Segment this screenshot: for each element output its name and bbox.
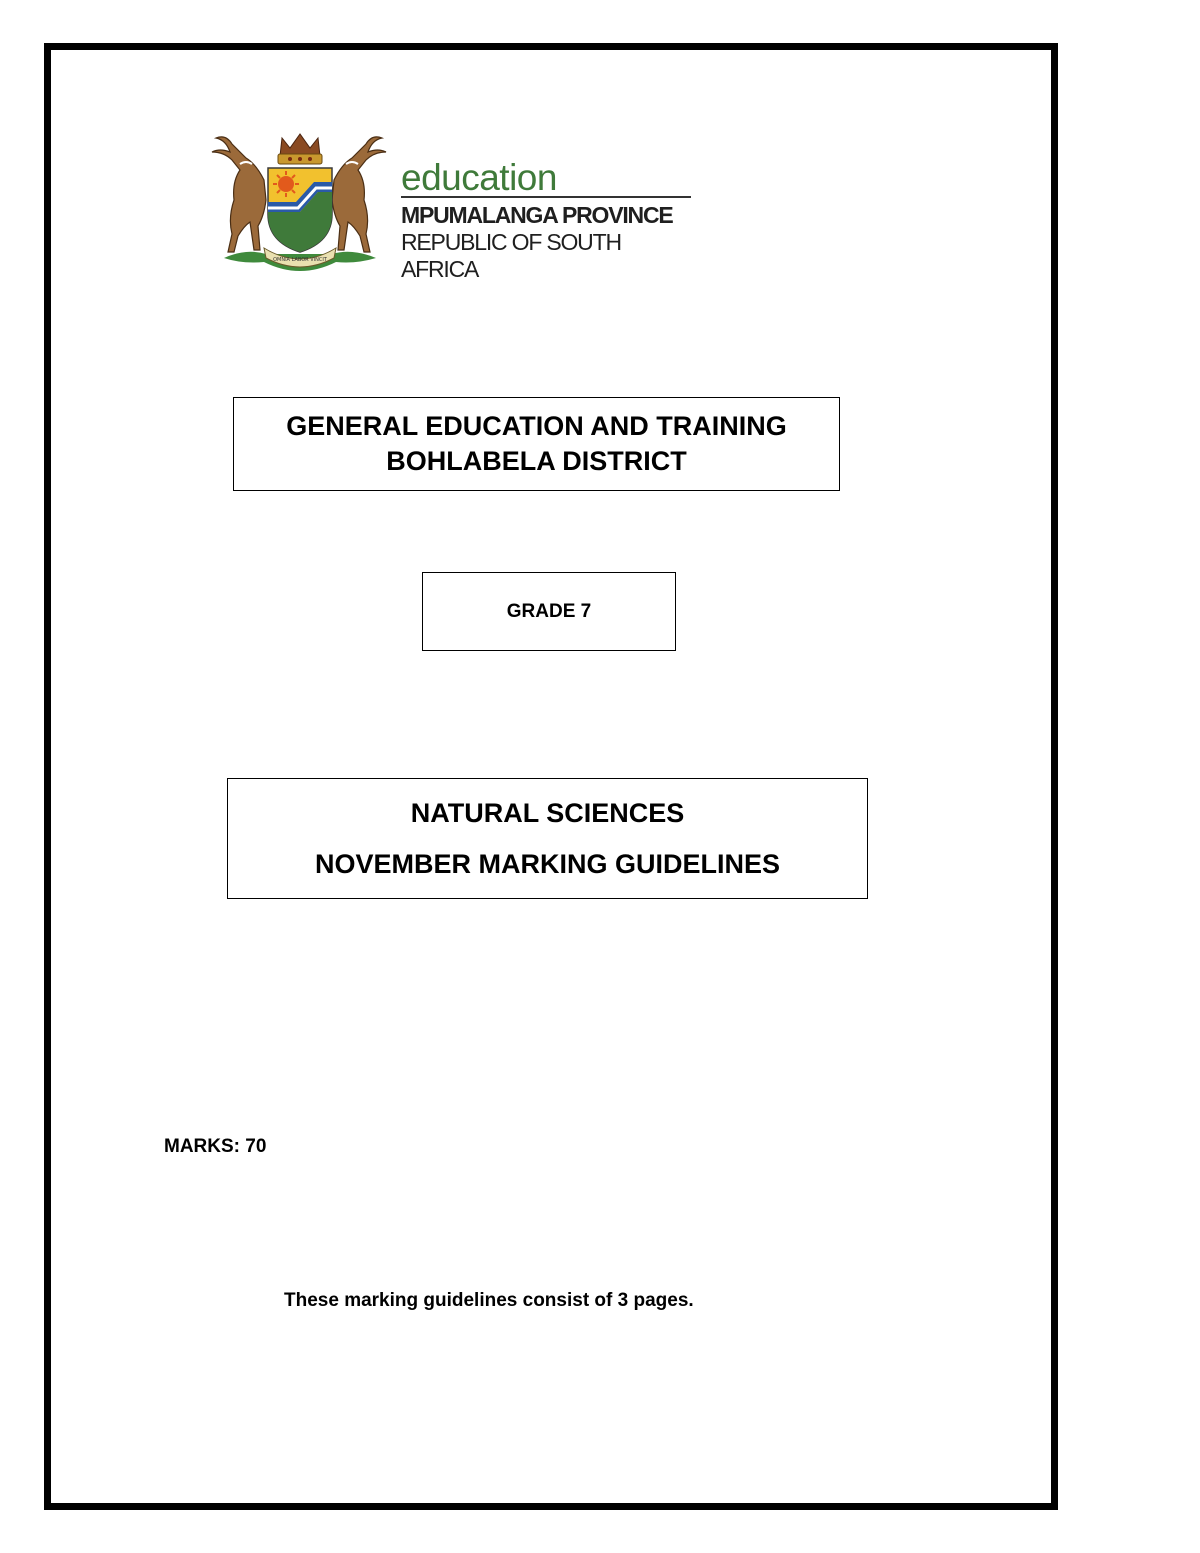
logo-wordmark (401, 158, 701, 283)
logo-country: REPUBLIC OF SOUTH AFRICA (401, 229, 621, 282)
grade-box (422, 572, 676, 651)
logo-word-education: education (401, 157, 557, 198)
document-title: NOVEMBER MARKING GUIDELINES (314, 848, 781, 879)
header-line-2: BOHLABELA DISTRICT (386, 446, 687, 476)
department-logo (206, 130, 706, 280)
coat-of-arms-icon (206, 130, 392, 280)
district-header-box (233, 397, 840, 491)
logo-province: MPUMALANGA PROVINCE (401, 202, 673, 228)
marks-total: MARKS: 70 (164, 1136, 267, 1157)
page-count-note: These marking guidelines consist of 3 pages. (284, 1290, 694, 1311)
subject-box (227, 778, 868, 899)
svg-text:OMNIA LABOR VINCIT: OMNIA LABOR VINCIT (273, 257, 327, 263)
header-line-1: GENERAL EDUCATION AND TRAINING (286, 411, 787, 441)
grade-label: GRADE 7 (506, 600, 592, 622)
subject-name: NATURAL SCIENCES (410, 797, 685, 828)
